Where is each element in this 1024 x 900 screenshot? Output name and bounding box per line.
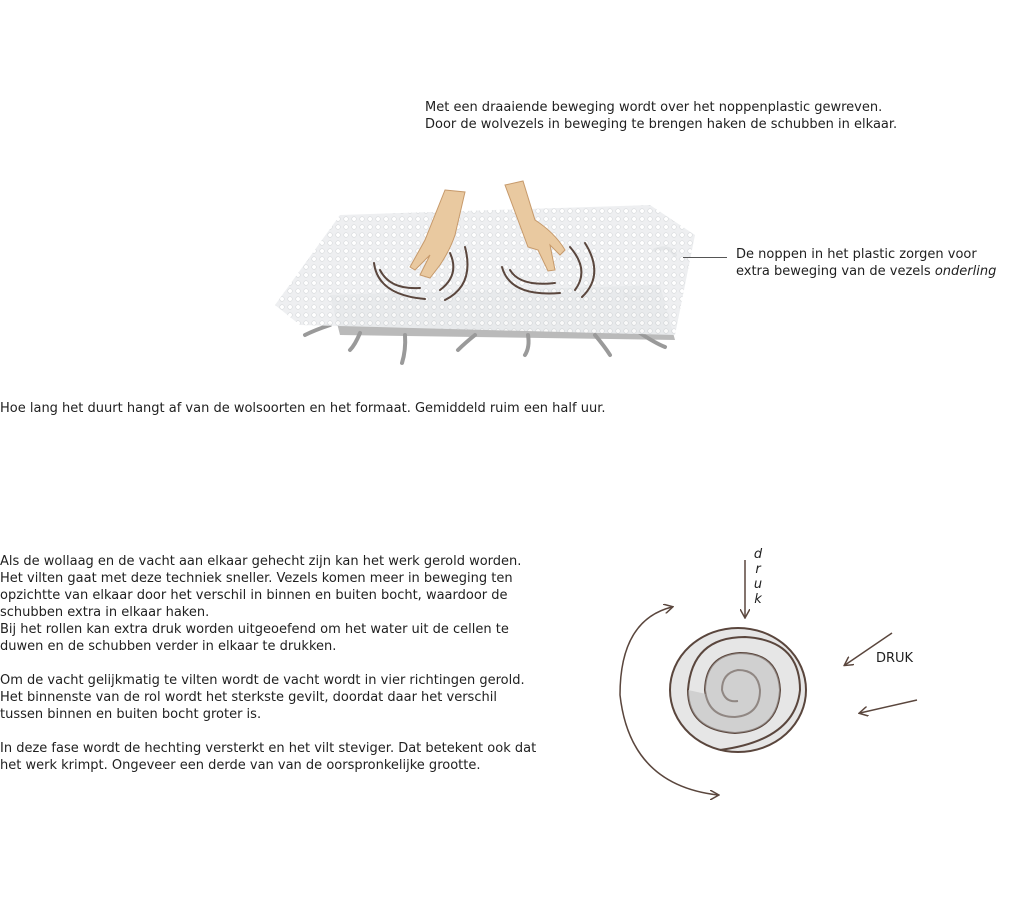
roll-diagram xyxy=(600,545,940,815)
pressure-arrow-right-1 xyxy=(845,633,892,665)
felting-illustration xyxy=(270,175,700,375)
intro-line-2: Door de wolvezels in beweging te brengen haken de schubben in elkaar. xyxy=(425,117,898,132)
callout-line-2: extra beweging van de vezels onderling xyxy=(736,264,997,279)
intro-text xyxy=(425,99,897,133)
rolling-paragraph-2: Om de vacht gelijkmatig te vilten wordt de vacht wordt in vier richtingen gerold. Het binnenste van de rol wordt het sterkste gevilt, doordat daar het verschil tussen binnen en buiten bocht groter is. xyxy=(0,673,525,722)
callout-line-1: De noppen in het plastic zorgen voor xyxy=(736,247,977,262)
felt-roll xyxy=(670,628,806,752)
druk-horizontal-label: DRUK xyxy=(876,651,914,666)
callout-leader-line xyxy=(683,257,727,258)
rolling-paragraph-3: In deze fase wordt de hechting versterkt en het vilt steviger. Dat betekent ook dat het werk krimpt. Ongeveer een derde van van de oorspronkelijke grootte. xyxy=(0,741,537,773)
callout-emphasis: onderling xyxy=(934,264,997,279)
rolling-text xyxy=(0,553,560,774)
rolling-paragraph-1: Als de wollaag en de vacht aan elkaar gehecht zijn kan het werk gerold worden. Het vilten gaat met deze techniek sneller. Vezels komen meer in beweging ten opzichtte van elkaar door het verschil in binnen en buiten bocht, waardoor de schubben extra in elkaar haken. Bij het rollen kan extra druk worden uitgeoefend om het water uit de cellen te duwen en de schubben verder in elkaar te drukken. xyxy=(0,554,522,654)
pressure-arrow-right-2 xyxy=(860,700,917,713)
duration-text: Hoe lang het duurt hangt af van de wolsoorten en het formaat. Gemiddeld ruim een half uur. xyxy=(0,401,606,416)
callout-text xyxy=(736,246,996,280)
bubble-plastic xyxy=(275,205,695,335)
druk-vertical-label: d r u k xyxy=(753,547,763,607)
intro-line-1: Met een draaiende beweging wordt over het noppenplastic gewreven. xyxy=(425,100,883,115)
